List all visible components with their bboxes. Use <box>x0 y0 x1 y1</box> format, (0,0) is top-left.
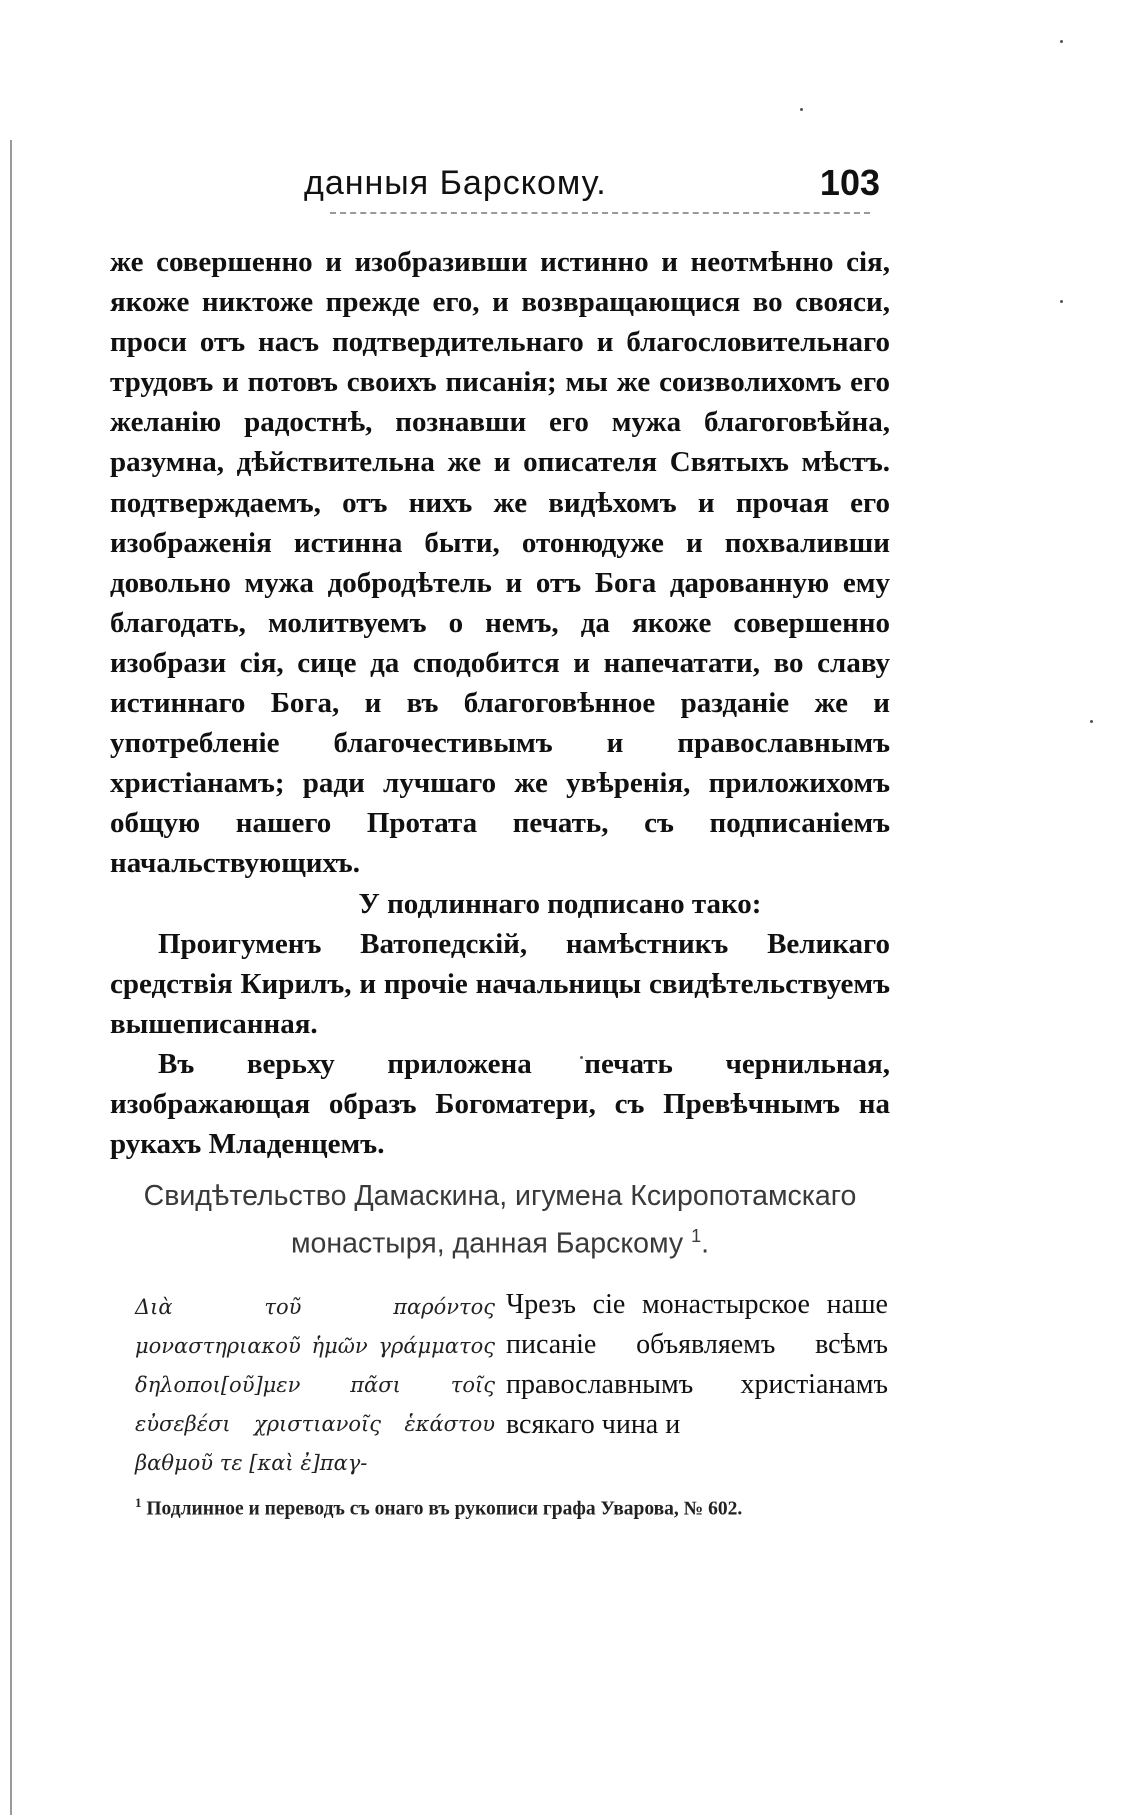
print-speck <box>1060 300 1063 303</box>
page-number: 103 <box>819 162 880 203</box>
body-paragraph-2: Проигуменъ Ватопедскій, намѣстникъ Великаго средствія Кирилъ, и прочіе начальницы свидѣтельствуемъ вышеписанная. <box>110 927 890 1040</box>
section-title: Свидѣтельство Дамаскина, игумена Ксиропотамскаго монастыря, данная Барскому $^1$. <box>143 1180 857 1260</box>
body-paragraph-1: же совершенно и изобразивши истинно и неотмѣнно сія, якоже никтоже прежде его, и возвращающися во свояси, проси отъ насъ подтвердительнаго и благословительнаго трудовъ и потовъ своихъ писанія; мы же соизволихомъ его желанію радостнѣ, познавши его мужа благоговѣйна, разумна, дѣйствительна же и описателя Святыхъ мѣстъ. подтверждаемъ, отъ нихъ же видѣхомъ и прочая его изображенія истинна быти, отонюдуже и похваливши довольно мужа добродѣтель и отъ Бога дарованную ему благодать, молитвуемъ о немъ, да якоже совершенно изобрази сія, сице да сподобится и напечатати, во славу истиннаго Бога, и въ благоговѣнное разданіе же и употребленіе благочестивымъ и православнымъ христіанамъ; ради лучшаго же увѣренія, приложихомъ общую нашего Протата печать, съ подписаніемъ начальствующихъ. <box>110 246 890 880</box>
footnote-text: Подлинное и переводъ съ онаго въ рукописи графа Уварова, № 602. <box>146 1498 743 1520</box>
print-speck <box>800 108 803 111</box>
section-title-text: Свидѣтельство Дамаскина, игумена Ксиропотамскаго монастыря, данная Барскому <box>143 1180 857 1260</box>
section-footnote-marker: 1 <box>691 1226 702 1246</box>
header-rule <box>330 212 870 214</box>
print-speck <box>1060 40 1063 43</box>
russian-column: Чрезъ сіе монастырское наше писаніе объявляемъ всѣмъ православнымъ христіанамъ всякаго чина и <box>506 1289 888 1440</box>
page-edge-rule <box>10 140 12 1815</box>
running-header <box>290 162 880 218</box>
footnote-marker: 1 <box>135 1495 142 1510</box>
running-title: данныя Барскому. <box>304 164 607 202</box>
body-paragraph-3: Въ верьху приложена печать чернильная, изображающая образъ Богоматери, съ Превѣчнымъ на рукахъ Младенцемъ. <box>110 1047 890 1161</box>
body-text <box>110 242 890 1164</box>
greek-column: Διὰ τοῦ παρόντος μοναστηριακοῦ ἡμῶν γράμματος δηλοποι[οῦ]μεν πᾶσι τοῖς εὐσεβέσι χριστιανοῖς ἑκάστου βαθμοῦ τε [καὶ ἐ]παγ- <box>135 1295 495 1475</box>
signed-heading: У подлиннаго подписано тако: <box>358 887 762 920</box>
print-speck <box>1090 720 1093 723</box>
footnote <box>135 1495 895 1521</box>
